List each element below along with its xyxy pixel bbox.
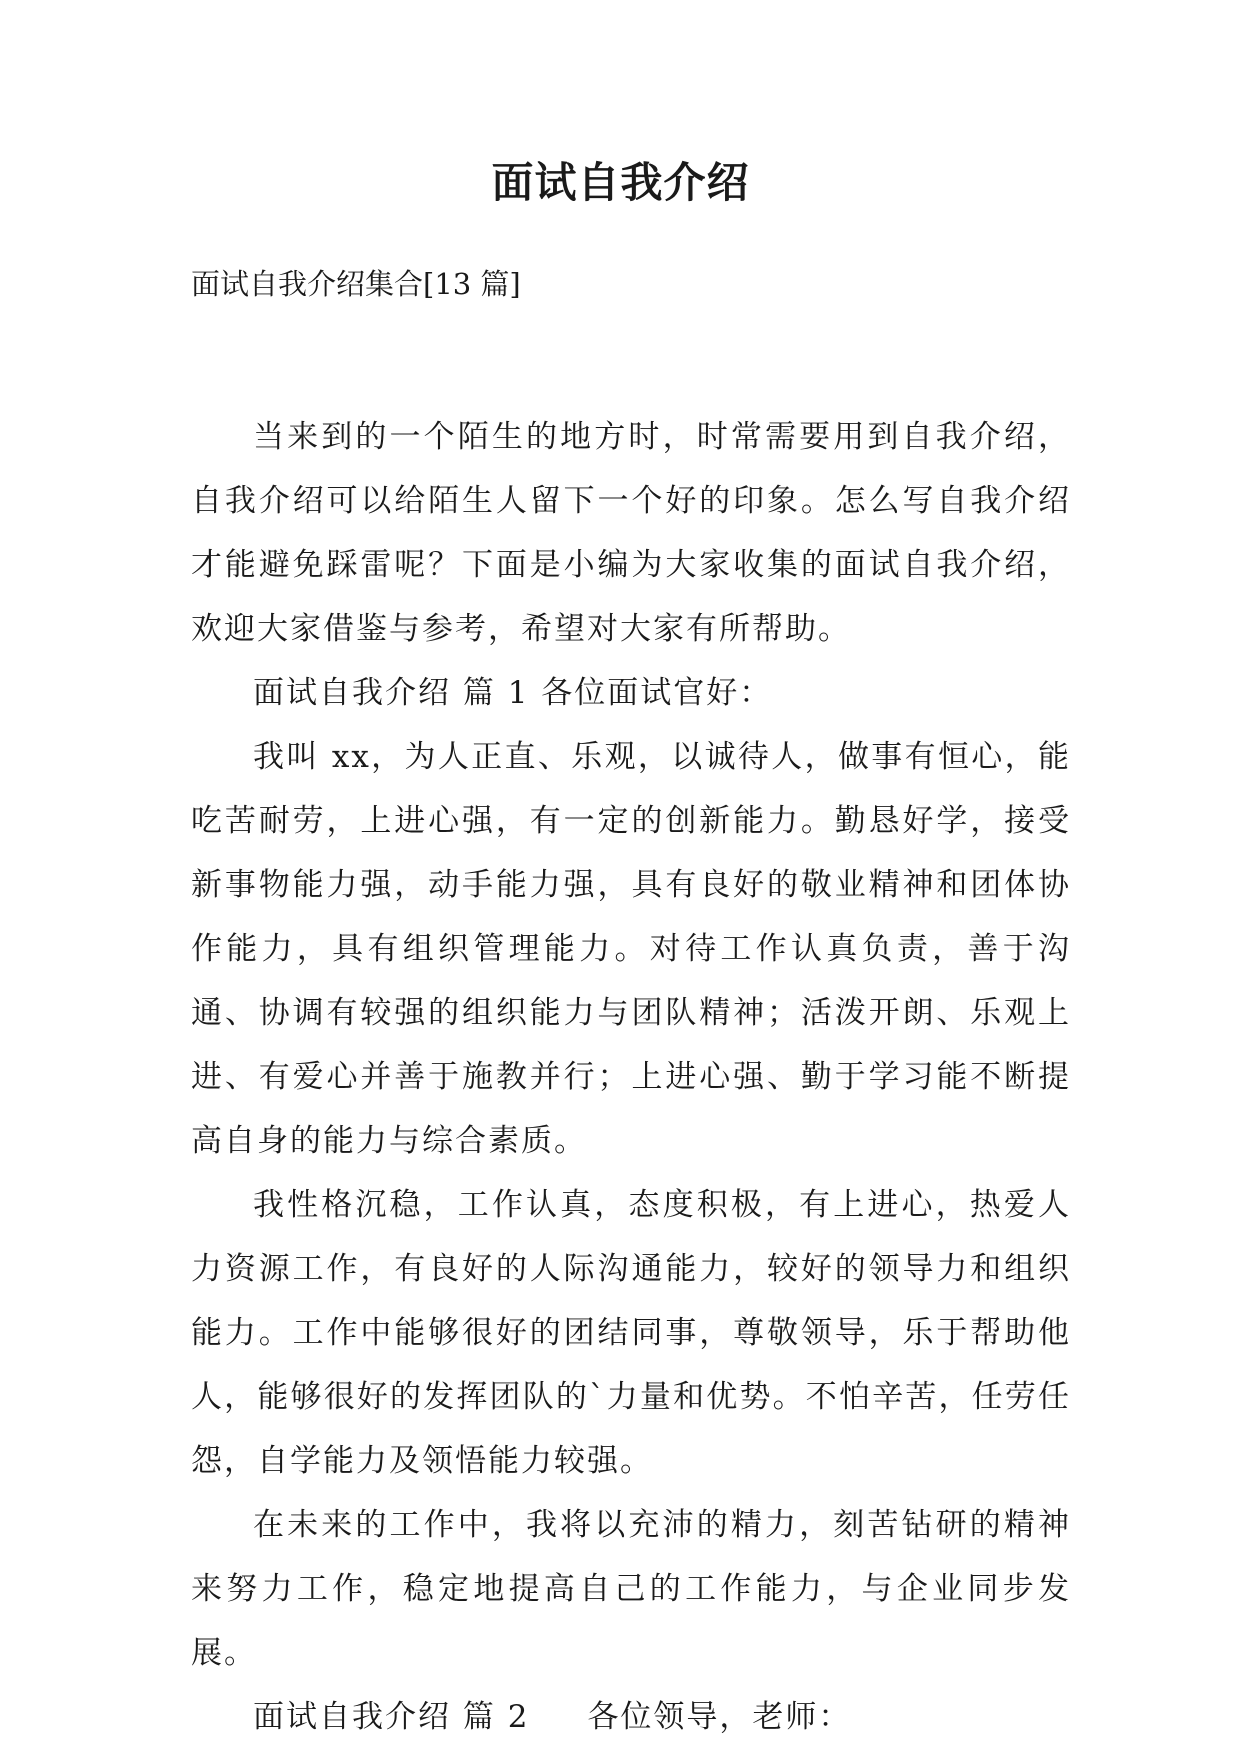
document-title: 面试自我介绍 (491, 158, 750, 207)
document-subtitle: 面试自我介绍集合[13 篇] (191, 267, 521, 301)
section-1-heading: 面试自我介绍 篇 1 各位面试官好： (253, 675, 773, 711)
section-1-paragraph-1: 我叫 xx，为人正直、乐观，以诚待人，做事有恒心，能吃苦耐劳，上进心强，有一定的创新能力。勤恳好学，接受新事物能力强，动手能力强，具有良好的敬业精神和团体协作能力，具有组织管理能力。对待工作认真负责，善于沟通、协调有较强的组织能力与团队精神；活泼开朗、乐观上进、有爱心并善于施教并行；上进心强、勤于学习能不断提高自身的能力与综合素质。 (191, 739, 1071, 1159)
section-1-paragraph-3: 在未来的工作中，我将以充沛的精力，刻苦钻研的精神来努力工作，稳定地提高自己的工作能力，与企业同步发展。 (191, 1507, 1071, 1671)
section-2-heading: 面试自我介绍 篇 2 (253, 1699, 530, 1735)
document-body (191, 405, 1071, 1749)
section-2-heading-line (191, 1685, 1071, 1749)
section-1-paragraph-2: 我性格沉稳，工作认真，态度积极，有上进心，热爱人力资源工作，有良好的人际沟通能力，较好的领导力和组织能力。工作中能够很好的团结同事，尊敬领导，乐于帮助他人，能够很好的发挥团队的`力量和优势。不怕辛苦，任劳任怨，自学能力及领悟能力较强。 (191, 1187, 1071, 1479)
intro-paragraph: 当来到的一个陌生的地方时，时常需要用到自我介绍，自我介绍可以给陌生人留下一个好的印象。怎么写自我介绍才能避免踩雷呢？下面是小编为大家收集的面试自我介绍，欢迎大家借鉴与参考，希望对大家有所帮助。 (191, 419, 1071, 647)
section-2-greeting: 各位领导，老师： (587, 1699, 852, 1735)
